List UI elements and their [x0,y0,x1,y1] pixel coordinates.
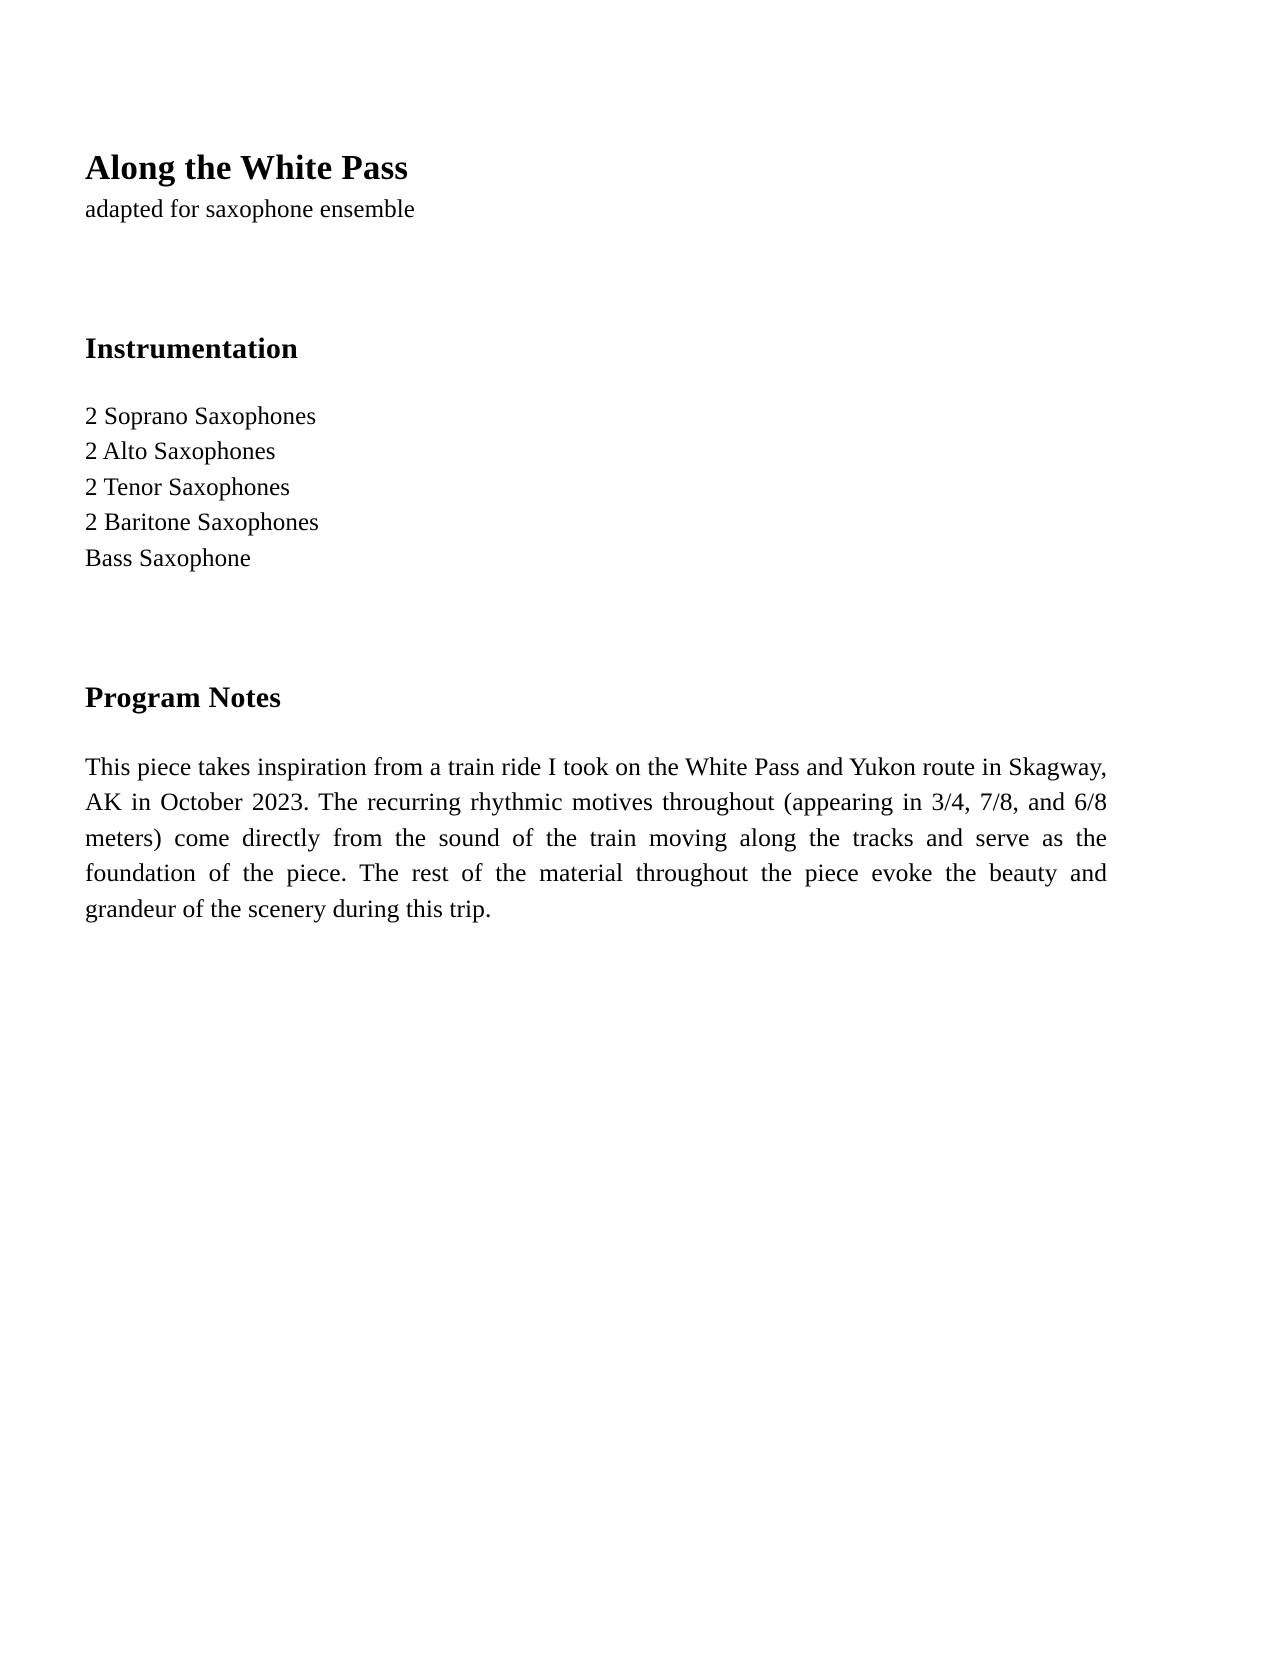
list-item: 2 Baritone Saxophones [85,509,320,537]
program-notes-heading: Program Notes [85,681,282,715]
program-notes-body: This piece takes inspiration from a train ride I took on the White Pass and Yukon route in Skagway, AK in October 2023. The recurring rhythmic motives throughout (appearing in 3/4, 7/8, and 6/8 meters) come directly from the sound of the train moving along the tracks and serve as the foundation of the piece. The rest of the material throughout the piece evoke the beauty and grandeur of the scenery during this trip. [85,751,1107,923]
title-block [85,148,1109,225]
list-item: 2 Soprano Saxophones [85,402,317,430]
page-subtitle: adapted for saxophone ensemble [85,196,415,224]
page-title: Along the White Pass [85,148,409,187]
list-item: 2 Alto Saxophones [85,438,276,466]
instrumentation-heading: Instrumentation [85,332,299,366]
list-item: Bass Saxophone [85,544,251,572]
program-notes-section [85,681,1109,926]
list-item: 2 Tenor Saxophones [85,473,291,501]
instrument-list [85,399,1109,577]
page-content [85,148,1109,926]
instrumentation-section [85,332,1109,576]
